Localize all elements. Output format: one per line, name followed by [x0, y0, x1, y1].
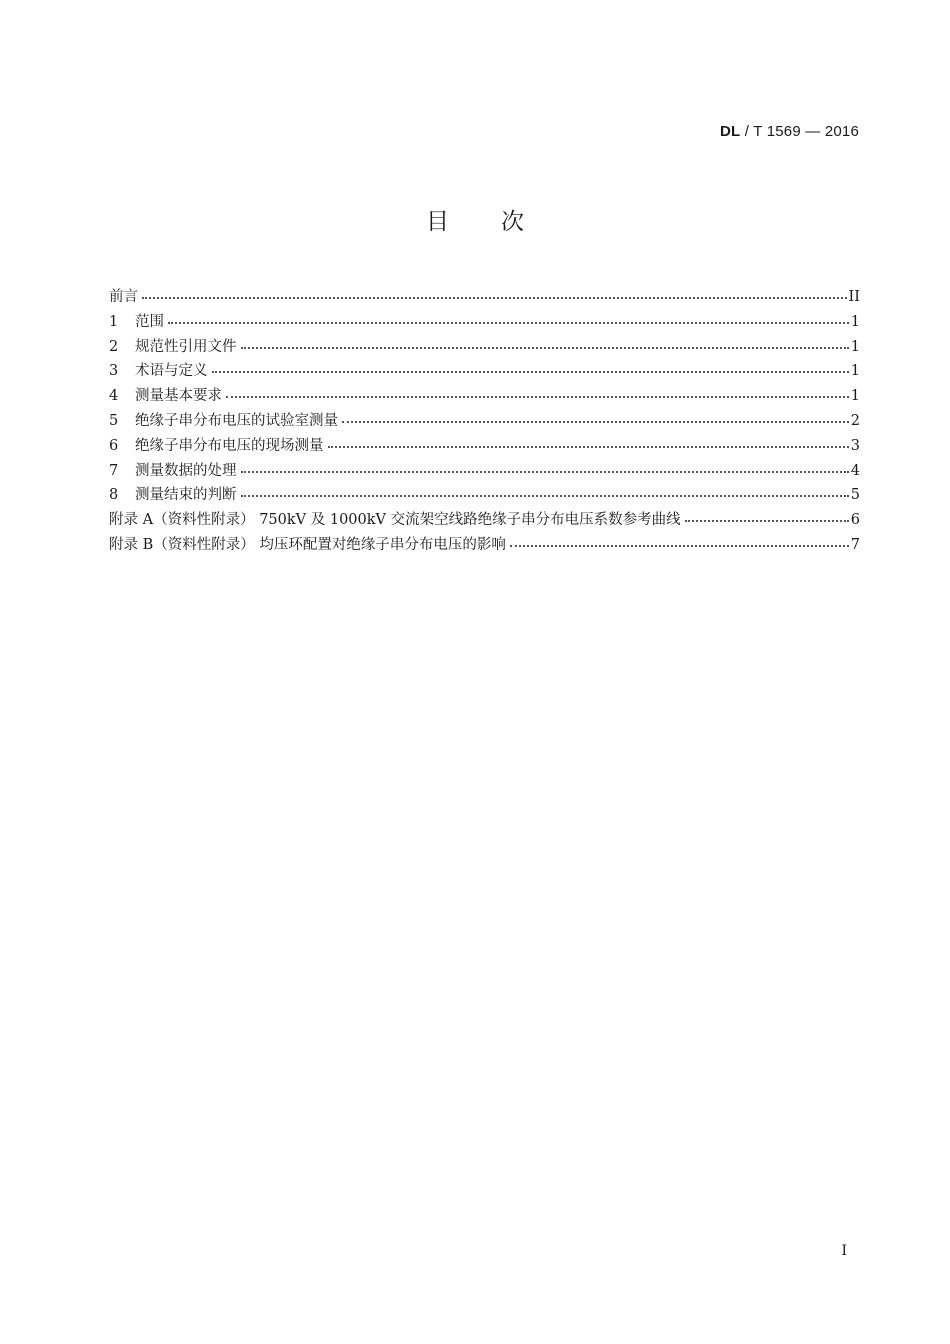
toc-entry-page: II: [848, 289, 860, 305]
toc-entry-page: 7: [850, 536, 860, 553]
toc-entry-3[interactable]: [109, 359, 860, 384]
toc-entry-5[interactable]: [109, 409, 860, 434]
toc-leader-dots: [168, 321, 849, 324]
toc-entry-6[interactable]: [109, 434, 860, 459]
page-number: I: [841, 1243, 847, 1259]
toc-entry-appendix-a[interactable]: [109, 508, 860, 533]
toc-leader-dots: [226, 395, 849, 398]
toc-entry-page: 3: [850, 437, 860, 454]
document-code-prefix: DL: [720, 123, 741, 140]
document-code: [720, 123, 859, 140]
document-code-number: / T 1569 — 2016: [740, 123, 859, 140]
toc-leader-dots: [241, 346, 849, 349]
toc-entry-label: 范围: [135, 313, 164, 330]
toc-entry-2[interactable]: [109, 335, 860, 360]
toc-leader-dots: [142, 296, 847, 299]
toc-entry-label: 规范性引用文件: [135, 338, 237, 355]
toc-entry-number: 4: [109, 388, 119, 405]
toc-leader-dots: [685, 519, 849, 522]
toc-entry-label: 测量结束的判断: [135, 487, 237, 504]
toc-entry-appendix-b[interactable]: [109, 533, 860, 558]
toc-entry-number: 7: [109, 462, 119, 479]
toc-entry-page: 1: [850, 363, 860, 380]
toc-entry-number: 1: [109, 313, 119, 330]
toc-entry-label: 附录 B（资料性附录） 均压环配置对绝缘子串分布电压的影响: [109, 536, 506, 553]
toc-entry-1[interactable]: [109, 310, 860, 335]
toc-entry-label: 前言: [109, 289, 138, 305]
toc-entry-foreword[interactable]: [109, 285, 860, 310]
table-of-contents: [109, 285, 860, 558]
toc-entry-number: 6: [109, 437, 119, 454]
toc-entry-4[interactable]: [109, 384, 860, 409]
toc-entry-page: 2: [850, 412, 860, 429]
toc-entry-7[interactable]: [109, 459, 860, 484]
toc-entry-number: 3: [109, 363, 119, 380]
toc-entry-label: 测量数据的处理: [135, 462, 237, 479]
toc-entry-page: 5: [850, 487, 860, 504]
toc-entry-page: 1: [850, 388, 860, 405]
toc-entry-page: 4: [850, 462, 860, 479]
toc-entry-number: 8: [109, 487, 119, 504]
toc-leader-dots: [241, 494, 849, 497]
toc-leader-dots: [212, 370, 849, 373]
toc-leader-dots: [241, 470, 849, 473]
toc-leader-dots: [342, 420, 849, 423]
toc-leader-dots: [328, 445, 849, 448]
toc-title: 目次: [426, 209, 576, 235]
toc-entry-page: 1: [850, 338, 860, 355]
toc-entry-number: 2: [109, 338, 119, 355]
toc-leader-dots: [510, 544, 849, 547]
toc-entry-label: 附录 A（资料性附录） 750kV 及 1000kV 交流架空线路绝缘子串分布电压系数参考曲线: [109, 512, 681, 529]
toc-entry-8[interactable]: [109, 483, 860, 508]
toc-entry-label: 绝缘子串分布电压的现场测量: [135, 437, 324, 454]
toc-entry-label: 测量基本要求: [135, 388, 222, 405]
toc-entry-label: 术语与定义: [135, 363, 208, 380]
toc-entry-label: 绝缘子串分布电压的试验室测量: [135, 412, 338, 429]
toc-entry-page: 6: [850, 512, 860, 529]
toc-entry-page: 1: [850, 313, 860, 330]
toc-entry-number: 5: [109, 412, 119, 429]
